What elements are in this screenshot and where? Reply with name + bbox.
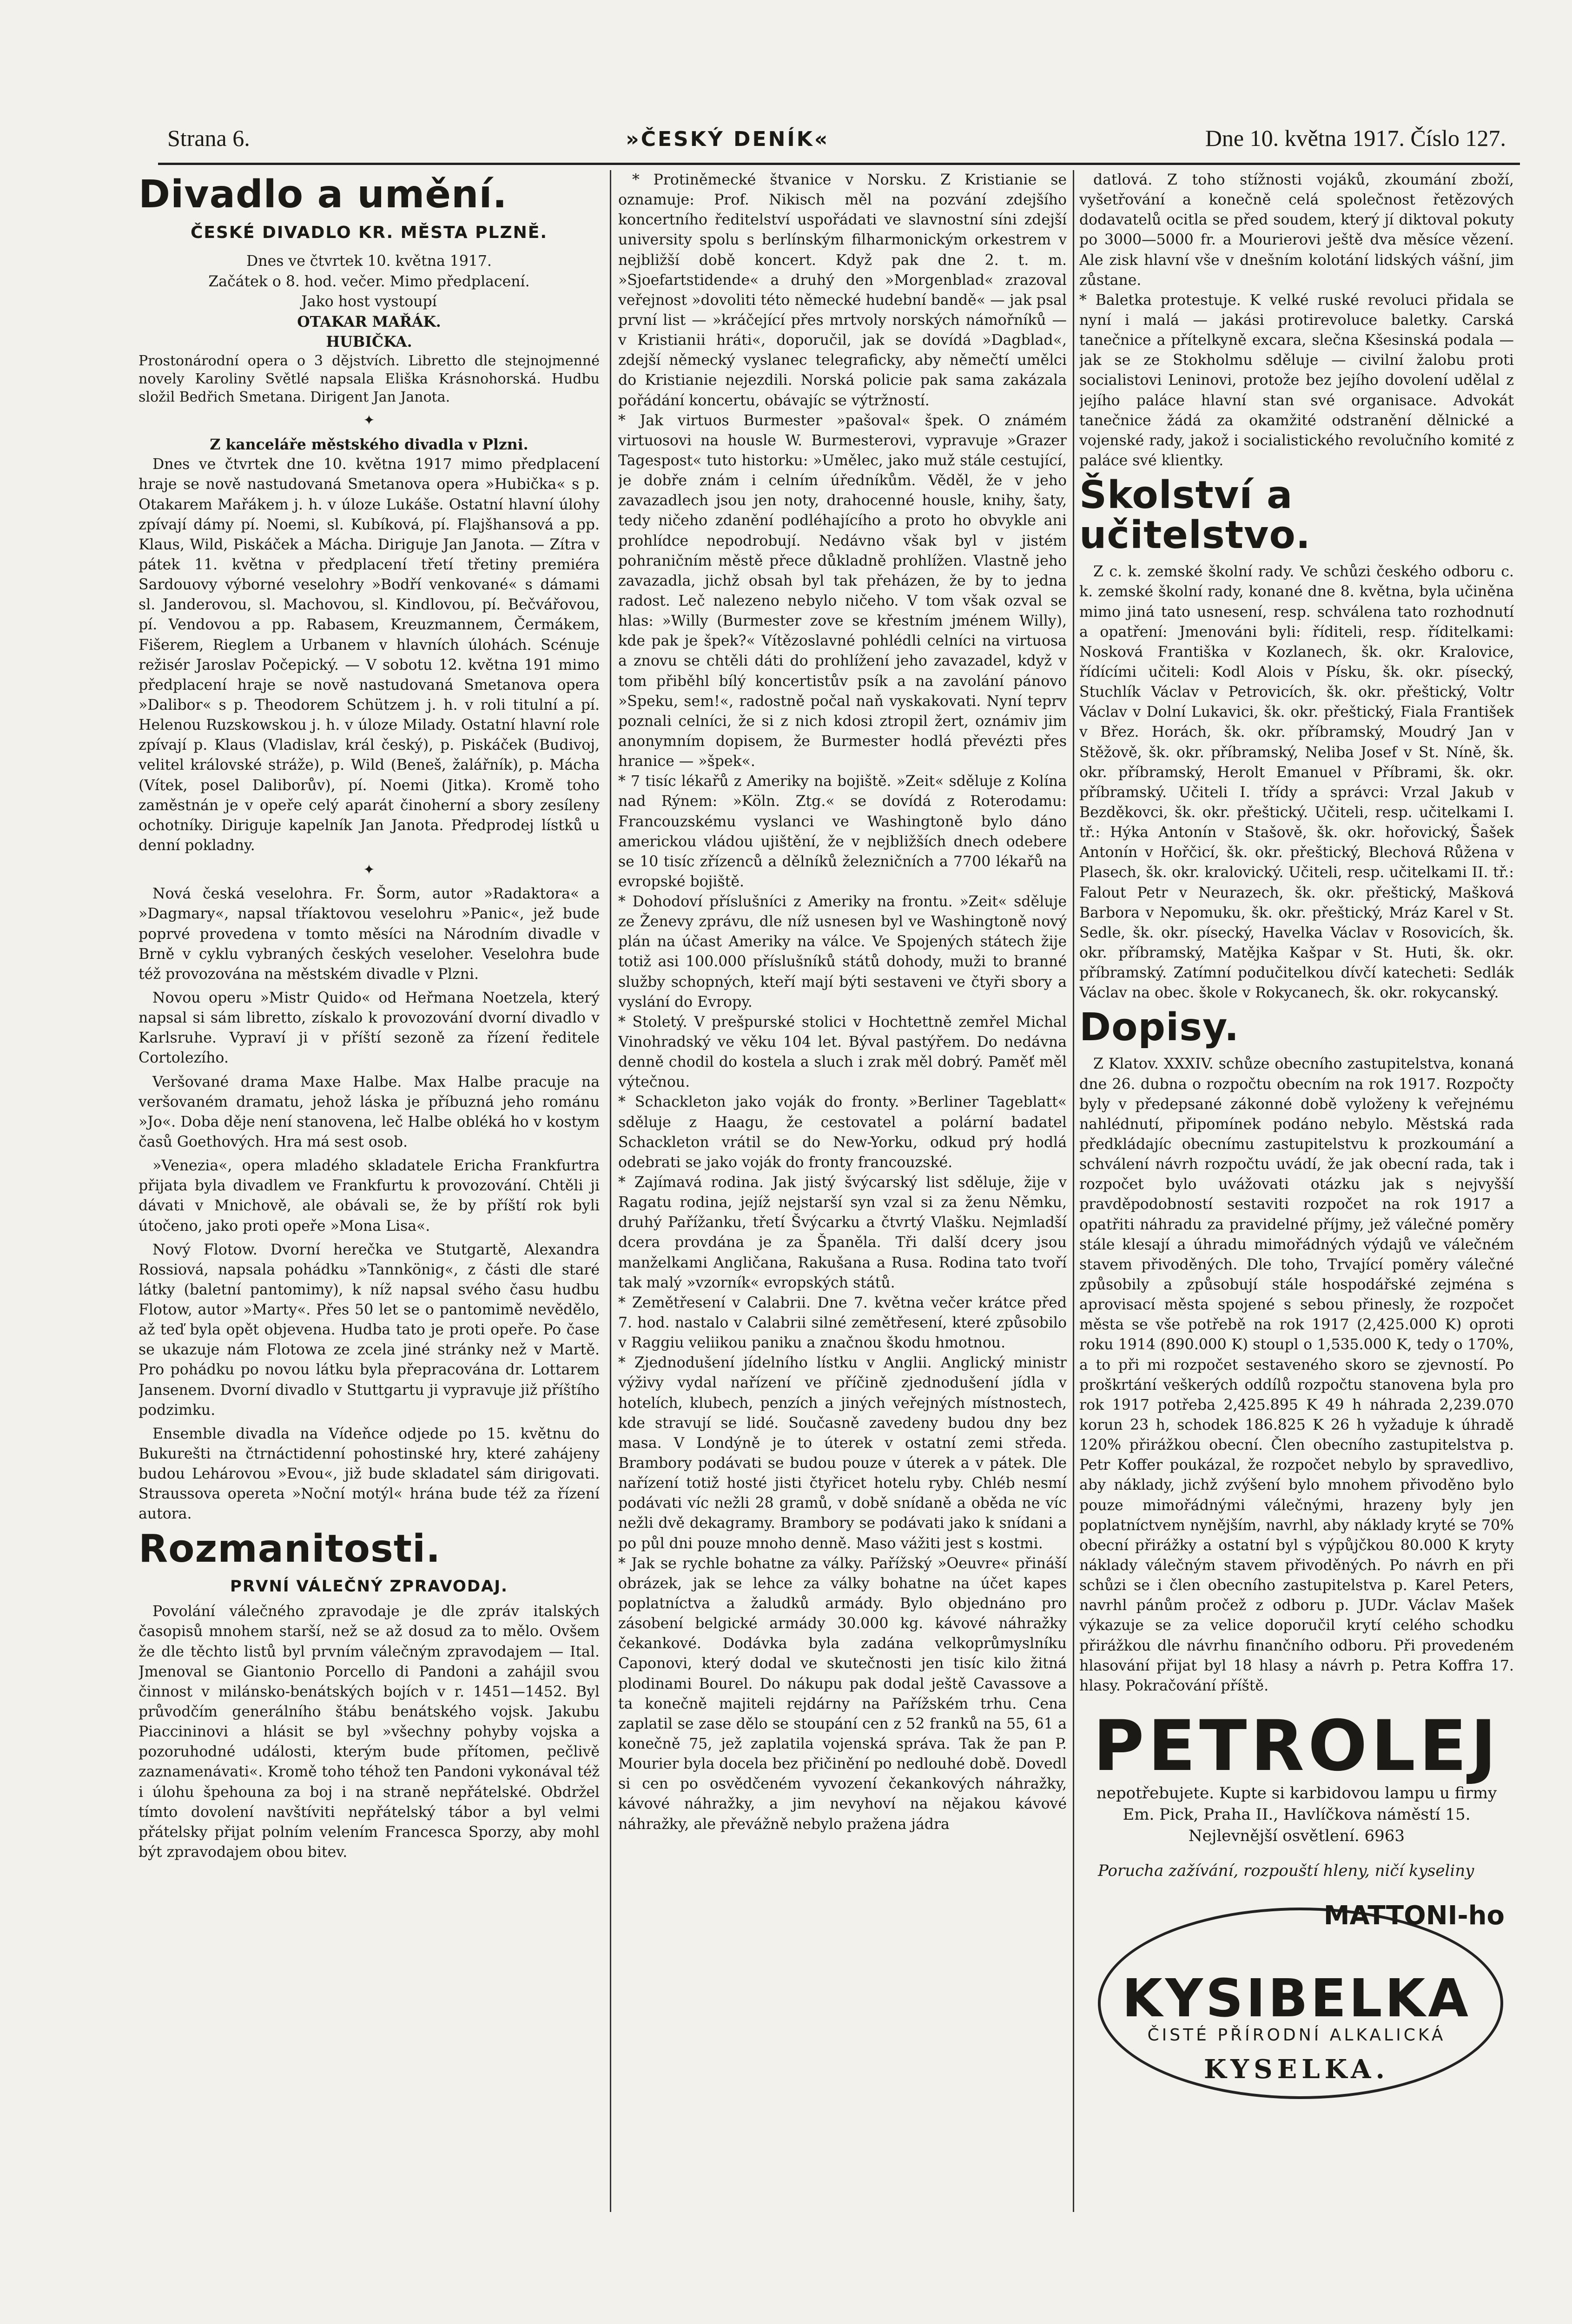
- column-1: [139, 170, 600, 2305]
- school-article: Z c. k. zemské školní rady. Ve schůzi českého odboru c. k. zemské školní rady, konané dne 8. května, byla učiněna mimo jiná tato usnesení, resp. schválena tato rozhodnutí a opatření: Jmenováni byli: říditeli, resp. říditelkami: Nosková Františka v Kozlanech, šk. okr. Kralovice, řídícími učiteli: Kodl Alois v Písku, šk. okr. písecký, Stuchlík Václav v Petrovicích, šk. okr. přeštický, Voltr Václav v Dolní Lukavici, šk. okr. přeštický, Fiala František v Břez. Horách, šk. okr. příbramský, Moudrý Jan v Stěžově, šk. okr. příbramský, Neliba Josef v St. Níně, šk. okr. příbramský, Herolt Emanuel v Příbrami, šk. okr. příbramský. Učiteli I. třídy a správci: Vrzal Jakub v Bezděkovci, šk. okr. přeštický. Učiteli, resp. učitelkami I. tř.: Hýka Antonín v Stašově, šk. okr. hořovický, Šašek Antonín v Hořčicí, šk. okr. přeštický, Blechová Růžena v Plasech, šk. okr. kralovický. Učiteli, resp. učitelkami II. tř.: Falout Petr v Neurazech, šk. okr. přeštický, Mašková Barbora v Nepomuku, šk. okr. přeštický, Mráz Karel v St. Sedle, šk. okr. písecký, Havelka Václav v Rosovicích, šk. okr. příbramský, Matějka Kašpar v St. Huti, šk. okr. příbramský. Zatímní podučitelkou dívčí katecheti: Sedlák Václav na obec. škole v Rokycanech, šk. okr. rokycanský.: [1079, 563, 1514, 1002]
- news-item: Ensemble divadla na Vídeňce odjede po 15. květnu do Bukurešti na čtrnáctidenní pohostinské hry, které zahájeny budou Lehárovou »Evou«, již bude skladatel sám dirigovati. Straussova opereta »Noční motýl« hrána bude též za řízení autora.: [139, 1425, 600, 1523]
- guest-label: Jako host vystoupí: [301, 293, 437, 310]
- ad-product-type: KYSELKA.: [1204, 2054, 1389, 2085]
- section-heading-school: Školství a učitelstvo.: [1079, 473, 1311, 558]
- performance-start: Začátek o 8. hod. večer. Mimo předplacení.: [208, 273, 530, 290]
- news-item: Nový Flotow. Dvorní herečka ve Stutgartě, Alexandra Rossiová, napsala pohádku »Tannkönig«, z části dle staré látky (baletní pantomimy), k níž napsal svého času hudbu Flotow, autor »Marty«. Přes 50 let se o pantomimě nevědělo, až teď byla opět objevena. Hudba tato je proti opeře. Po čase se ukazuje nám Flotowa ze zcela jiné stránky než v Martě. Pro pohádku po novou látku byla přepracována dr. Lottarem Jansenem. Dvorní divadlo v Stuttgartu ji vypravuje již příštího podzimku.: [139, 1241, 600, 1419]
- kysibelka-advertisement: [1079, 1856, 1514, 2098]
- performance-date: Dnes ve čtvrtek 10. května 1917.: [246, 253, 492, 270]
- news-column-text: * Protiněmecké štvanice v Norsku. Z Kristianie se oznamuje: Prof. Nikisch měl na pozvání zdejšího koncertního ředitelství uspořádati ve slavnostní síni zdejší university spolu s berlínským filharmonickým orkestrem v nejbližší době koncert. Když pak dne 2. t. m. »Sjoefartstidende« a druhý den »Morgenblad« zrazoval veřejnost »dovoliti této německé hudební bandě« — jak psal první list — »kráčející přes mrtvoly norských námořníků — v Kristianii hráti«, doporučil, jak se dovídá »Dagblad«, zdejší německý vyslanec telegraficky, aby němečtí umělci do Kristianie nejezdili. Norská policie pak sama zakázala pořádání koncertu, obávajíc se výtržností. * Jak virtuos Burmester »pašoval« špek. O známém virtuosovi na housle W. Burmesterovi, vypravuje »Grazer Tagespost« tuto historku: »Umělec, jako muž stále cestující, je dobře znám i celním úředníkům. Věděl, že v jeho zavazadlech jsou jen noty, drahocenné housle, knihy, šaty, tedy ničeho zdanění podléhajícího a proto ho obvykle ani prohlídce nepodrobují. Nedávno však byl v jistém pohraničním městě přece důkladně prohlížen. Vlastně jeho zavazadla, jichž obsah byl tak přeházen, že by to jedna radost. Leč nalezeno nebylo ničeho. V tom však ozval se hlas: »Willy (Burmester zove se křestním jménem Willy), kde pak je špek?« Vítězoslavné pohlédli celníci na virtuosa a znovu se chtěli dáti do prohlížení jeho zavazadel, když v tom přiběhl bílý koncertistův psík a na zavolání pánovo »Speku, sem!«, radostně počal naň vyskakovati. Nyní teprv poznali celníci, že si z nich kdosi ztropil žert, oznámiv jim anonymním dopisem, že Burmester hodlá převézti přes hranice — »špek«. * 7 tisíc lékařů z Ameriky na bojiště. »Zeit« sděluje z Kolína nad Rýnem: »Köln. Ztg.« se dovídá z Roterodamu: Francouzskému vyslanci ve Washingtoně bylo dáno americkou vládou ujištění, že v nejbližších dnech odebere se 10 tisíc zřízenců a dělníků železničních a 7700 lékařů na evropské bojiště. * Dohodoví příslušníci z Ameriky na frontu. »Zeit« sděluje ze Ženevy zprávu, dle níž usnesen byl ve Washingtoně nový plán na účast Ameriky na válce. Ve Spojených státech žije totiž asi 100.000 příslušníků států dohody, muži to branné služby schopných, kteří mají býti sestaveni ve čtyři sbory a vyslání do Evropy. * Stoletý. V prešpurské stolici v Hochtettně zemřel Michal Vinohradský ve věku 104 let. Býval pastýřem. Do nedávna denně chodil do kostela a sluch i zrak měl dobrý. Paměť měl výtečnou. * Schackleton jako voják do fronty. »Berliner Tageblatt« sděluje z Haagu, že cestovatel a polární badatel Schackleton vrátil se do New-Yorku, odkud prý hodlá odebrati se jako voják do fronty francouzské. * Zajímavá rodina. Jak jistý švýcarský list sděluje, žije v Ragatu rodina, jejíž nejstarší syn vzal si za ženu Němku, druhý Pařížanku, třetí Švýcarku a čtvrtý Vlašku. Nejmladší dcera provdána je za Španěla. Tři další dcery jsou manželkami Angličana, Rakušana a Rusa. Rodina tato tvoří tak malý »vzorník« evropských států. * Zemětřesení v Calabrii. Dne 7. května večer krátce před 7. hod. nastalo v Calabrii silné zemětřesení, které způsobilo v Raggiu veliikou paniku a značnou škodu hmotnou. * Zjednodušení jídelního lístku v Anglii. Anglický ministr výživy vydal nařízení ve příčině zjednodušení jídla v hotelích, klubech, penzích a jiných veřejných místnostech, kde stravují se lidé. Současně zavedeny budou dny bez masa. V Londýně je to úterek v ostatní zemi středa. Brambory podávati se budou pouze v úterek a v pátek. Dle nařízení totiž hosté jisti čtyřicet hotelu ryby. Chléb nesmí podávati víc nežli 28 gramů, v době snídaně a oběda ne víc nežli dvě dekagramy. Brambory se podávati jako k snídani a po půl dni pouze mnoho denně. Maso vážiti jest s kostmi. * Jak se rychle bohatne za války. Pařížský »Oeuvre« přináší obrázek, jak se lehce za války bohatne na účet kapes poplatníctva a žaludků armády. Bylo objednáno pro zásobení belgické armády 30.000 kg. kávové náhražky čekankové. Dodávka byla zadána velkoprůmyslníku Caponovi, který dodal ve skutečnosti jen tisíc kilo žitná plodinami Bourel. Do nákupu pak dodal ještě Cavassove a ta konečně majiteli rejdárny na Pařížském trhu. Cena zaplatil se zase dělo se stoupání cen z 52 franků na 55, 61 a konečně 75, jež zaplatila vojenská správa. Tak že pan P. Mourier byla docela bez přičinění po nedlouhé době. Dovedl si cen po osvědčeném vyvození čekankových náhražky, kávové náhražky, a jim nevyhoví na nějakou kávové náhražky, ale převážně nebylo pražena jádra: [618, 172, 1067, 1833]
- page-number: Strana 6.: [167, 125, 250, 151]
- letters-article: Z Klatov. XXXIV. schůze obecního zastupitelstva, konaná dne 26. dubna o rozpočtu obecním na rok 1917. Rozpočty byly v předepsané zákonné době vyloženy k veřejnému nahlédnutí, připomínek podáno nebylo. Městská rada předkládajíc obecnímu zastupitelstvu k prozkoumání a schválení návrh rozpočtu uvádí, že jak obecní rada, tak i rozpočet bylo uvážovati otázku jak s nejvyšší pravděpodobností sestaviti rozpočet na rok 1917 a opatřiti náhradu za pravidelné příjmy, jež válečné poměry stále klesají a úhradu mimořádných výdajů ve válečném stavem přivoděných. Dle toho, Trvající poměry válečné způsobily a způsobují stále hospodářské zejména s aprovisací města spojené s sebou přinesly, že rozpočet města se vše potřebě na rok 1917 (2,425.000 K) oproti roku 1914 (890.000 K) stoupl o 1,535.000 K, tedy o 170%, a to při mi rozpočet sestaveného skoro se zjevností. Po proškrtání veškerých oddílů rozpočtu stanovena byla pro rok 1917 potřeba 2,425.895 K 49 h náhrada 2,239.070 korun 23 h, schodek 186.825 K 26 h vyžaduje k úhradě 120% přirážkou obecní. Člen obecního zastupitelstva p. Petr Koffer poukázal, že rozpočet nebylo by spravedlivo, aby náklady, jichž zvýšení bylo mnohem přivoděno bylo pouze mimořádnými válečnými, hrazeny byly jen poplatníctvem nynějším, navrhl, aby náklady kryté se 70% obecní přirážky a ostatní byl s výpůjčkou 80.000 K kryty náklady válečným stavem přivoděných. Po návrh en při schůzi se i člen obecního zastupitelstva p. Karel Peters, navrhl pánům pročež z odboru p. JUDr. Václav Mašek výkazuje se za velice doporučil krytí celého schodku přirážkou dle návrhu finančního odboru. Při provedeném hlasování přijat byl 18 hlasy a návrh p. Petra Koffra 17. hlasy. Pokračování příště.: [1079, 1056, 1514, 1694]
- page-header: [167, 125, 1506, 162]
- petrolej-advertisement: [1079, 1705, 1514, 1847]
- column-2: [618, 170, 1067, 2305]
- guest-name: OTAKAR MAŘÁK.: [297, 313, 441, 330]
- news-item: Veršované drama Maxe Halbe. Max Halbe pracuje na veršovaném dramatu, jehož láska je příbuzná jeho románu »Jo«. Doba děje není stanovena, leč Halbe obléká ho v kostym časů Goethových. Hra má sest osob.: [139, 1073, 600, 1150]
- misc-article: Povolání válečného zpravodaje je dle zpráv italských časopisů mnohem starší, než se až dosud za to mělo. Ovšem že dle těchto listů byl prvním válečným zpravodajem — Ital. Jmenoval se Giantonio Porcello di Pandoni a zahájil svou činnost v milánsko-benátských bojích v r. 1451—1452. Byl průvodčím generálního štábu benátského vojsk. Jakubu Piaccininovi a hlásit se byl »všechny pohyby vojska a pozoruhodné události, kterým bude přítomen, pečlivě zaznamenávati«. Kromě toho téhož ten Pandoni vykonával též i úlohu špehouna za boj i na straně nepřátelské. Obdržel tímto dovolení navštíviti nepřátelský tábor a byl velmi přátelsky přijat polním velením Francesca Sporzy, aby mohl být zpravodajem obou bitev.: [139, 1603, 600, 1861]
- section-heading-letters: Dopisy.: [1079, 1005, 1240, 1050]
- ad-tagline: Porucha zažívání, rozpouští hleny, ničí kyseliny: [1098, 1862, 1474, 1881]
- office-heading: Z kanceláře městského divadla v Plzni.: [210, 436, 528, 454]
- section-heading-theatre: Divadlo a umění.: [139, 172, 508, 217]
- ad-product-name: KYSIBELKA: [1122, 1968, 1471, 2029]
- news-item: »Venezia«, opera mladého skladatele Ericha Frankfurtra přijata byla divadlem ve Frankfurtu k provozování. Chtěli ji dávati v Mnichově, ale obávali se, že by příští rok byli útočeno, jako proti opeře »Mona Lisa«.: [139, 1157, 600, 1235]
- continued-text: datlová. Z toho stížnosti vojáků, zkoumání zboží, vyšetřování a konečně celá společnost řetězových dodavatelů ocitla se před soudem, který jí diktoval pokuty po 3000—5000 fr. a Mourierovi ještě dva měsíce vězení. Ale zisk hlavní vše v dnešním kolotání lidských vášní, jim zůstane. * Baletka protestuje. K velké ruské revoluci přidala se nyní i malá — jakási protirevoluce baletky. Carská tanečnice a přítelkyně excara, slečna Kšesinská podala — jak se ze Stokholmu sděluje — civilní žalobu proti socialistovi Leninovi, protože bez jejího dovolení udělal z jejího paláce hlavní stan své organisace. Advokát tanečnice žádá za okamžité odstranění dělnické a vojenské rady, jakož i socialistického revolučního komité z paláce své klientky.: [1079, 172, 1514, 469]
- ad-product-sub: ČISTÉ PŘÍRODNÍ ALKALICKÁ: [1147, 2026, 1446, 2045]
- news-item: Novou operu »Mistr Quido« od Heřmana Noetzela, který napsal si sám libretto, získalo k provozování dvorní divadlo v Karlsruhe. Vypraví ji v příští sezoně za řízení ředitele Cortolezího.: [139, 989, 600, 1067]
- column-divider: [1073, 170, 1074, 2212]
- divider-star: ✦: [363, 862, 375, 878]
- ad-text: nepotřebujete. Kupte si karbidovou lampu u firmy Em. Pick, Praha II., Havlíčkova náměstí 15. Nejlevnější osvětlení. 6963: [1096, 1784, 1497, 1846]
- divider-star: ✦: [363, 412, 375, 429]
- theatre-name: ČESKÉ DIVADLO KR. MĚSTA PLZNĚ.: [190, 223, 548, 243]
- masthead-title: »ČESKÝ DENÍK«: [626, 127, 830, 151]
- office-article: Dnes ve čtvrtek dne 10. května 1917 mimo předplacení hraje se nově nastudovaná Smetanova opera »Hubička« s p. Otakarem Mařákem j. h. v úloze Lukáše. Ostatní hlavní úlohy zpívají dámy pí. Noemi, sl. Kubíková, pí. Flajšhansová a pp. Klaus, Wild, Piskáček a Mácha. Diriguje Jan Janota. — Zítra v pátek 11. května v předplacení třetí třetiny premiéra Sardouovy výborné veselohry »Bodří venkované« s dámami sl. Janderovou, sl. Machovou, sl. Kindlovou, pí. Bečvářovou, pí. Vendovou a pp. Rabasem, Kreuzmannem, Čermákem, Fišerem, Rieglem a Urbanem v hlavních úlohách. Scénuje režisér Jaroslav Počepický. — V sobotu 12. května 191 mimo předplacení hraje se nově nastudovaná Smetanova opera »Dalibor« s p. Theodorem Schützem j. h. v roli titulní a pí. Helenou Ruzskowskou j. h. v úloze Milady. Ostatní hlavní role zpívají p. Klaus (Vladislav, král český), p. Piskáček (Budivoj, velitel královské stráže), p. Wild (Beneš, žalářník), p. Mácha (Vítek, posel Daliborův), pí. Noemi (Jitka). Kromě toho zaměstnán je v opeře celý aparát činoherní a sbory zesíleny ochotníky. Diriguje kapelník Jan Janota. Předprodej lístků u denní pokladny.: [139, 456, 600, 854]
- article-subheading: PRVNÍ VÁLEČNÝ ZPRAVODAJ.: [230, 1577, 508, 1596]
- column-divider: [610, 170, 611, 2212]
- section-heading-misc: Rozmanitosti.: [139, 1526, 441, 1571]
- news-item: Nová česká veselohra. Fr. Šorm, autor »Radaktora« a »Dagmary«, napsal tříaktovou veselohru »Panic«, jež bude poprvé provedena v tomto měsíci na Národním divadle v Brně v cyklu vybraných českých veseloher. Veselohra bude též provozována na městském divadle v Plzni.: [139, 885, 600, 983]
- issue-date: Dne 10. května 1917. Číslo 127.: [1205, 125, 1506, 151]
- column-3: [1079, 170, 1514, 2305]
- opera-description: Prostonárodní opera o 3 dějstvích. Libretto dle stejnojmenné novely Karoliny Světlé napsala Eliška Krásnohorská. Hudbu složil Bedřich Smetana. Dirigent Jan Janota.: [139, 353, 600, 406]
- ad-title: PETROLEJ: [1093, 1705, 1500, 1787]
- opera-title: HUBIČKA.: [326, 333, 412, 350]
- header-rule: [158, 163, 1520, 165]
- ad-brand: MATTONI-ho: [1323, 1901, 1505, 1931]
